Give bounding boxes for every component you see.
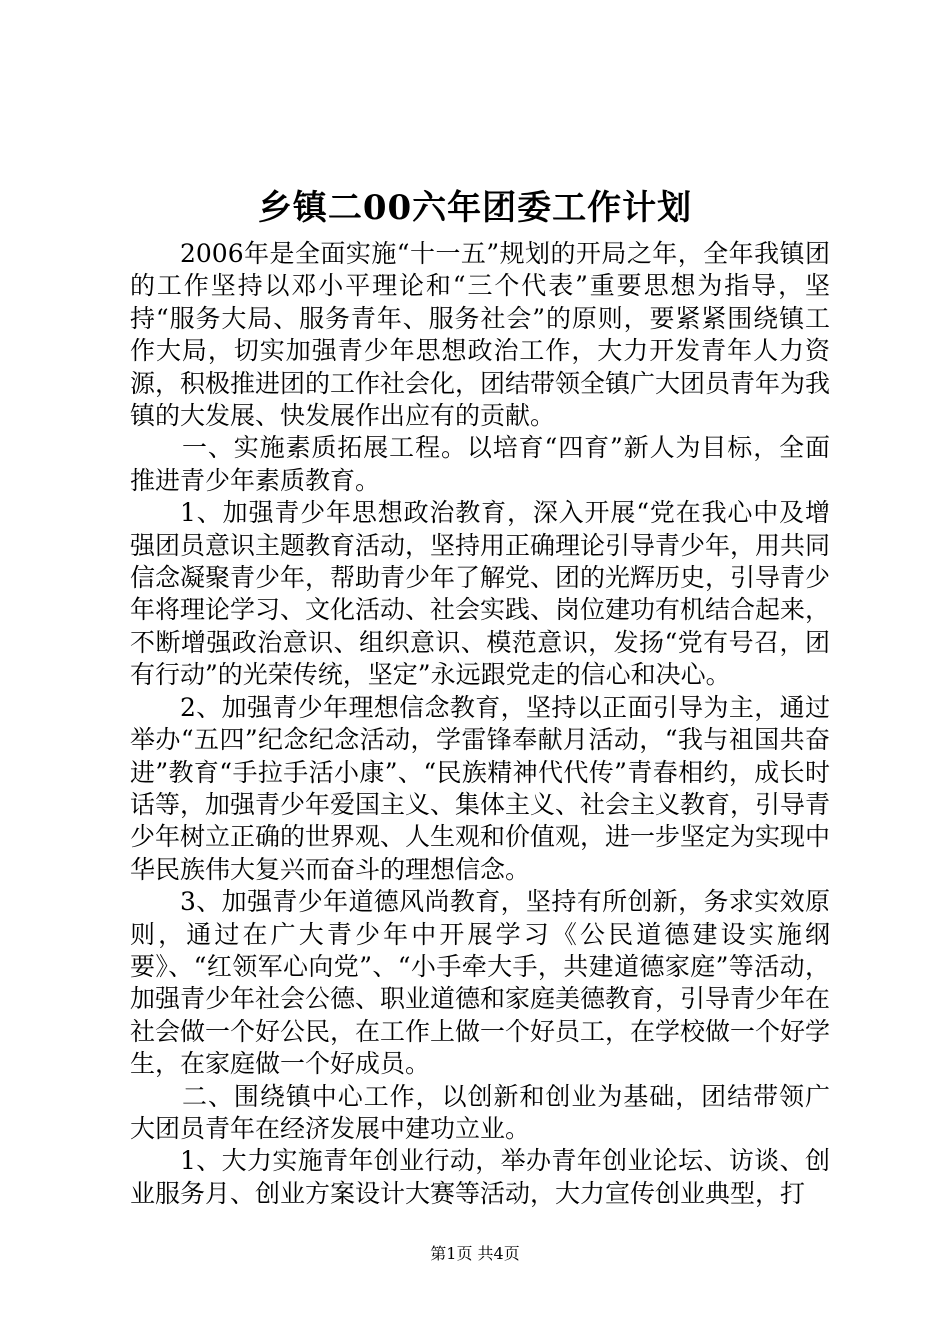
paragraph-item-1-3: 3、加强青少年道德风尚教育，坚持有所创新，务求实效原则，通过在广大青少年中开展学习《公民道德建设实施纲要》、“红领军心向党”、“小手牵大手，共建道德家庭”等活动，加强青少年社会公德、职业道德和家庭美德教育，引导青少年在社会做一个好公民，在工作上做一个好员工，在学校做一个好学生，在家庭做一个好成员。 [130,887,831,1079]
paragraph-section-2-heading: 二、围绕镇中心工作，以创新和创业为基础，团结带领广大团员青年在经济发展中建功立业。 [130,1081,830,1143]
paragraph-item-1-2: 2、加强青少年理想信念教育，坚持以正面引导为主，通过举办“五四”纪念纪念活动，学雷锋奉献月活动，“我与祖国共奋进”教育“手拉手活小康”、“民族精神代代传”青春相约，成长时话等，加强青少年爱国主义、集体主义、社会主义教育，引导青少年树立正确的世界观、人生观和价值观，进一步坚定为实现中华民族伟大复兴而奋斗的理想信念。 [130,692,831,884]
document-title: 乡镇二00六年团委工作计划 [257,188,693,228]
paragraph-intro: 2006年是全面实施“十一五”规划的开局之年，全年我镇团的工作坚持以邓小平理论和“三个代表”重要思想为指导，坚持“服务大局、服务青年、服务社会”的原则，要紧紧围绕镇工作大局，切实加强青少年思想政治工作，大力开发青年人力资源，积极推进团的工作社会化，团结带领全镇广大团员青年为我镇的大发展、快发展作出应有的贡献。 [130,239,831,431]
paragraph-section-1-heading: 一、实施素质拓展工程。以培育“四育”新人为目标，全面推进青少年素质教育。 [130,433,830,495]
page-footer: 第1页 共4页 [430,1244,520,1263]
paragraph-item-1-1: 1、加强青少年思想政治教育，深入开展“党在我心中及增强团员意识主题教育活动，坚持用正确理论引导青少年，用共同信念凝聚青少年，帮助青少年了解党、团的光辉历史，引导青少年将理论学习、文化活动、社会实践、岗位建功有机结合起来，不断增强政治意识、组织意识、模范意识，发扬“党有号召，团有行动”的光荣传统，坚定”永远跟党走的信心和决心。 [130,498,831,690]
paragraph-item-2-1: 1、大力实施青年创业行动，举办青年创业论坛、访谈、创业服务月、创业方案设计大赛等活动，大力宣传创业典型，打 [130,1146,830,1208]
document-body [130,238,830,1210]
